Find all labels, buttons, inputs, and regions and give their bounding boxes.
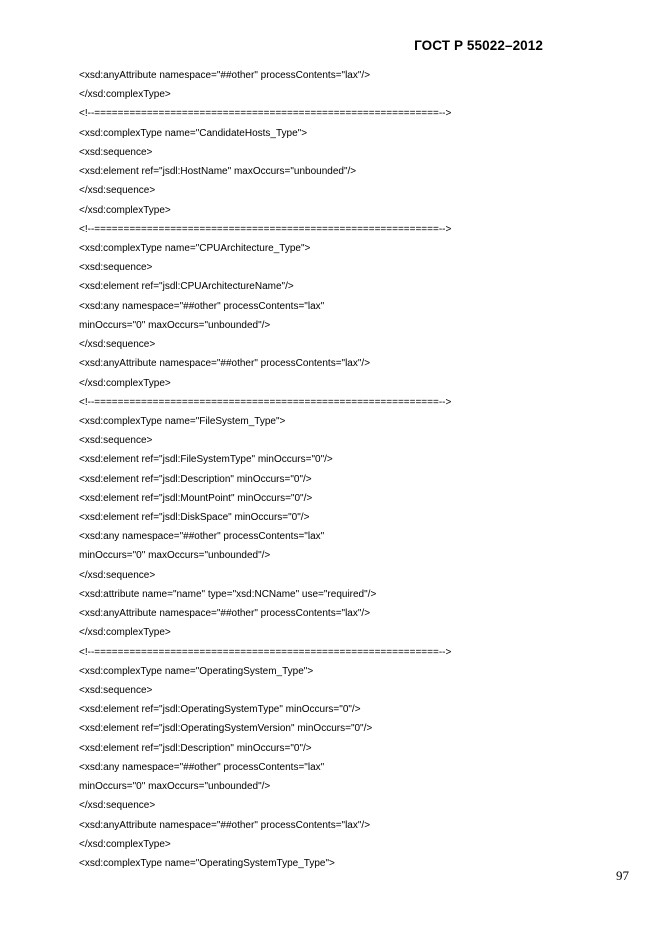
code-line: minOccurs="0" maxOccurs="unbounded"/> — [79, 781, 271, 793]
code-line: minOccurs="0" maxOccurs="unbounded"/> — [79, 550, 271, 562]
code-line: <xsd:any namespace="##other" processContents="lax" — [79, 531, 325, 543]
code-line: <xsd:sequence> — [79, 262, 153, 274]
code-line: </xsd:complexType> — [79, 838, 171, 850]
code-line: </xsd:complexType> — [79, 89, 171, 101]
code-line: <xsd:complexType name="CandidateHosts_Type"> — [79, 127, 308, 139]
code-line: </xsd:sequence> — [79, 800, 156, 812]
code-line: <xsd:sequence> — [79, 435, 153, 447]
code-line: <xsd:element ref="jsdl:OperatingSystemType" minOccurs="0"/> — [79, 704, 361, 716]
code-line: <xsd:anyAttribute namespace="##other" processContents="lax"/> — [79, 819, 371, 831]
page-number: 97 — [616, 868, 629, 883]
code-line: <xsd:element ref="jsdl:HostName" maxOccurs="unbounded"/> — [79, 166, 357, 178]
code-line: </xsd:sequence> — [79, 569, 156, 581]
code-line: </xsd:complexType> — [79, 204, 171, 216]
code-line: <!--===========================================================--> — [79, 223, 452, 235]
code-line: <xsd:element ref="jsdl:MountPoint" minOccurs="0"/> — [79, 492, 313, 504]
code-line: <xsd:element ref="jsdl:OperatingSystemVersion" minOccurs="0"/> — [79, 723, 373, 735]
code-line: <xsd:complexType name="FileSystem_Type"> — [79, 415, 286, 427]
code-line: <xsd:element ref="jsdl:FileSystemType" minOccurs="0"/> — [79, 454, 333, 466]
code-line: <xsd:any namespace="##other" processContents="lax" — [79, 761, 325, 773]
document-header: ГОСТ Р 55022–2012 — [414, 38, 543, 53]
code-line: </xsd:complexType> — [79, 377, 171, 389]
code-line: <xsd:anyAttribute namespace="##other" processContents="lax"/> — [79, 608, 371, 620]
code-line: </xsd:sequence> — [79, 339, 156, 351]
code-line: </xsd:complexType> — [79, 627, 171, 639]
code-line: <xsd:sequence> — [79, 146, 153, 158]
code-line: <xsd:element ref="jsdl:DiskSpace" minOccurs="0"/> — [79, 512, 310, 524]
code-line: <xsd:complexType name="CPUArchitecture_Type"> — [79, 242, 311, 254]
code-line: minOccurs="0" maxOccurs="unbounded"/> — [79, 319, 271, 331]
code-line: <xsd:sequence> — [79, 685, 153, 696]
code-line: <xsd:element ref="jsdl:Description" minOccurs="0"/> — [79, 742, 312, 754]
code-line: </xsd:sequence> — [79, 185, 156, 197]
code-line: <!--===========================================================--> — [79, 396, 452, 408]
code-line: <xsd:complexType name="OperatingSystemType_Type"> — [79, 857, 335, 869]
code-line: <xsd:element ref="jsdl:Description" minOccurs="0"/> — [79, 473, 312, 485]
code-line: <!--===========================================================--> — [79, 646, 452, 658]
code-line: <xsd:complexType name="OperatingSystem_Type"> — [79, 665, 314, 677]
code-line: <xsd:any namespace="##other" processContents="lax" — [79, 300, 325, 312]
code-line: <!--===========================================================--> — [79, 108, 452, 120]
code-line: <xsd:element ref="jsdl:CPUArchitectureName"/> — [79, 281, 294, 293]
code-line: <xsd:anyAttribute namespace="##other" processContents="lax"/> — [79, 358, 371, 370]
code-listing — [79, 66, 559, 873]
code-line: <xsd:anyAttribute namespace="##other" processContents="lax"/> — [79, 70, 371, 81]
code-line: <xsd:attribute name="name" type="xsd:NCName" use="required"/> — [79, 588, 377, 600]
